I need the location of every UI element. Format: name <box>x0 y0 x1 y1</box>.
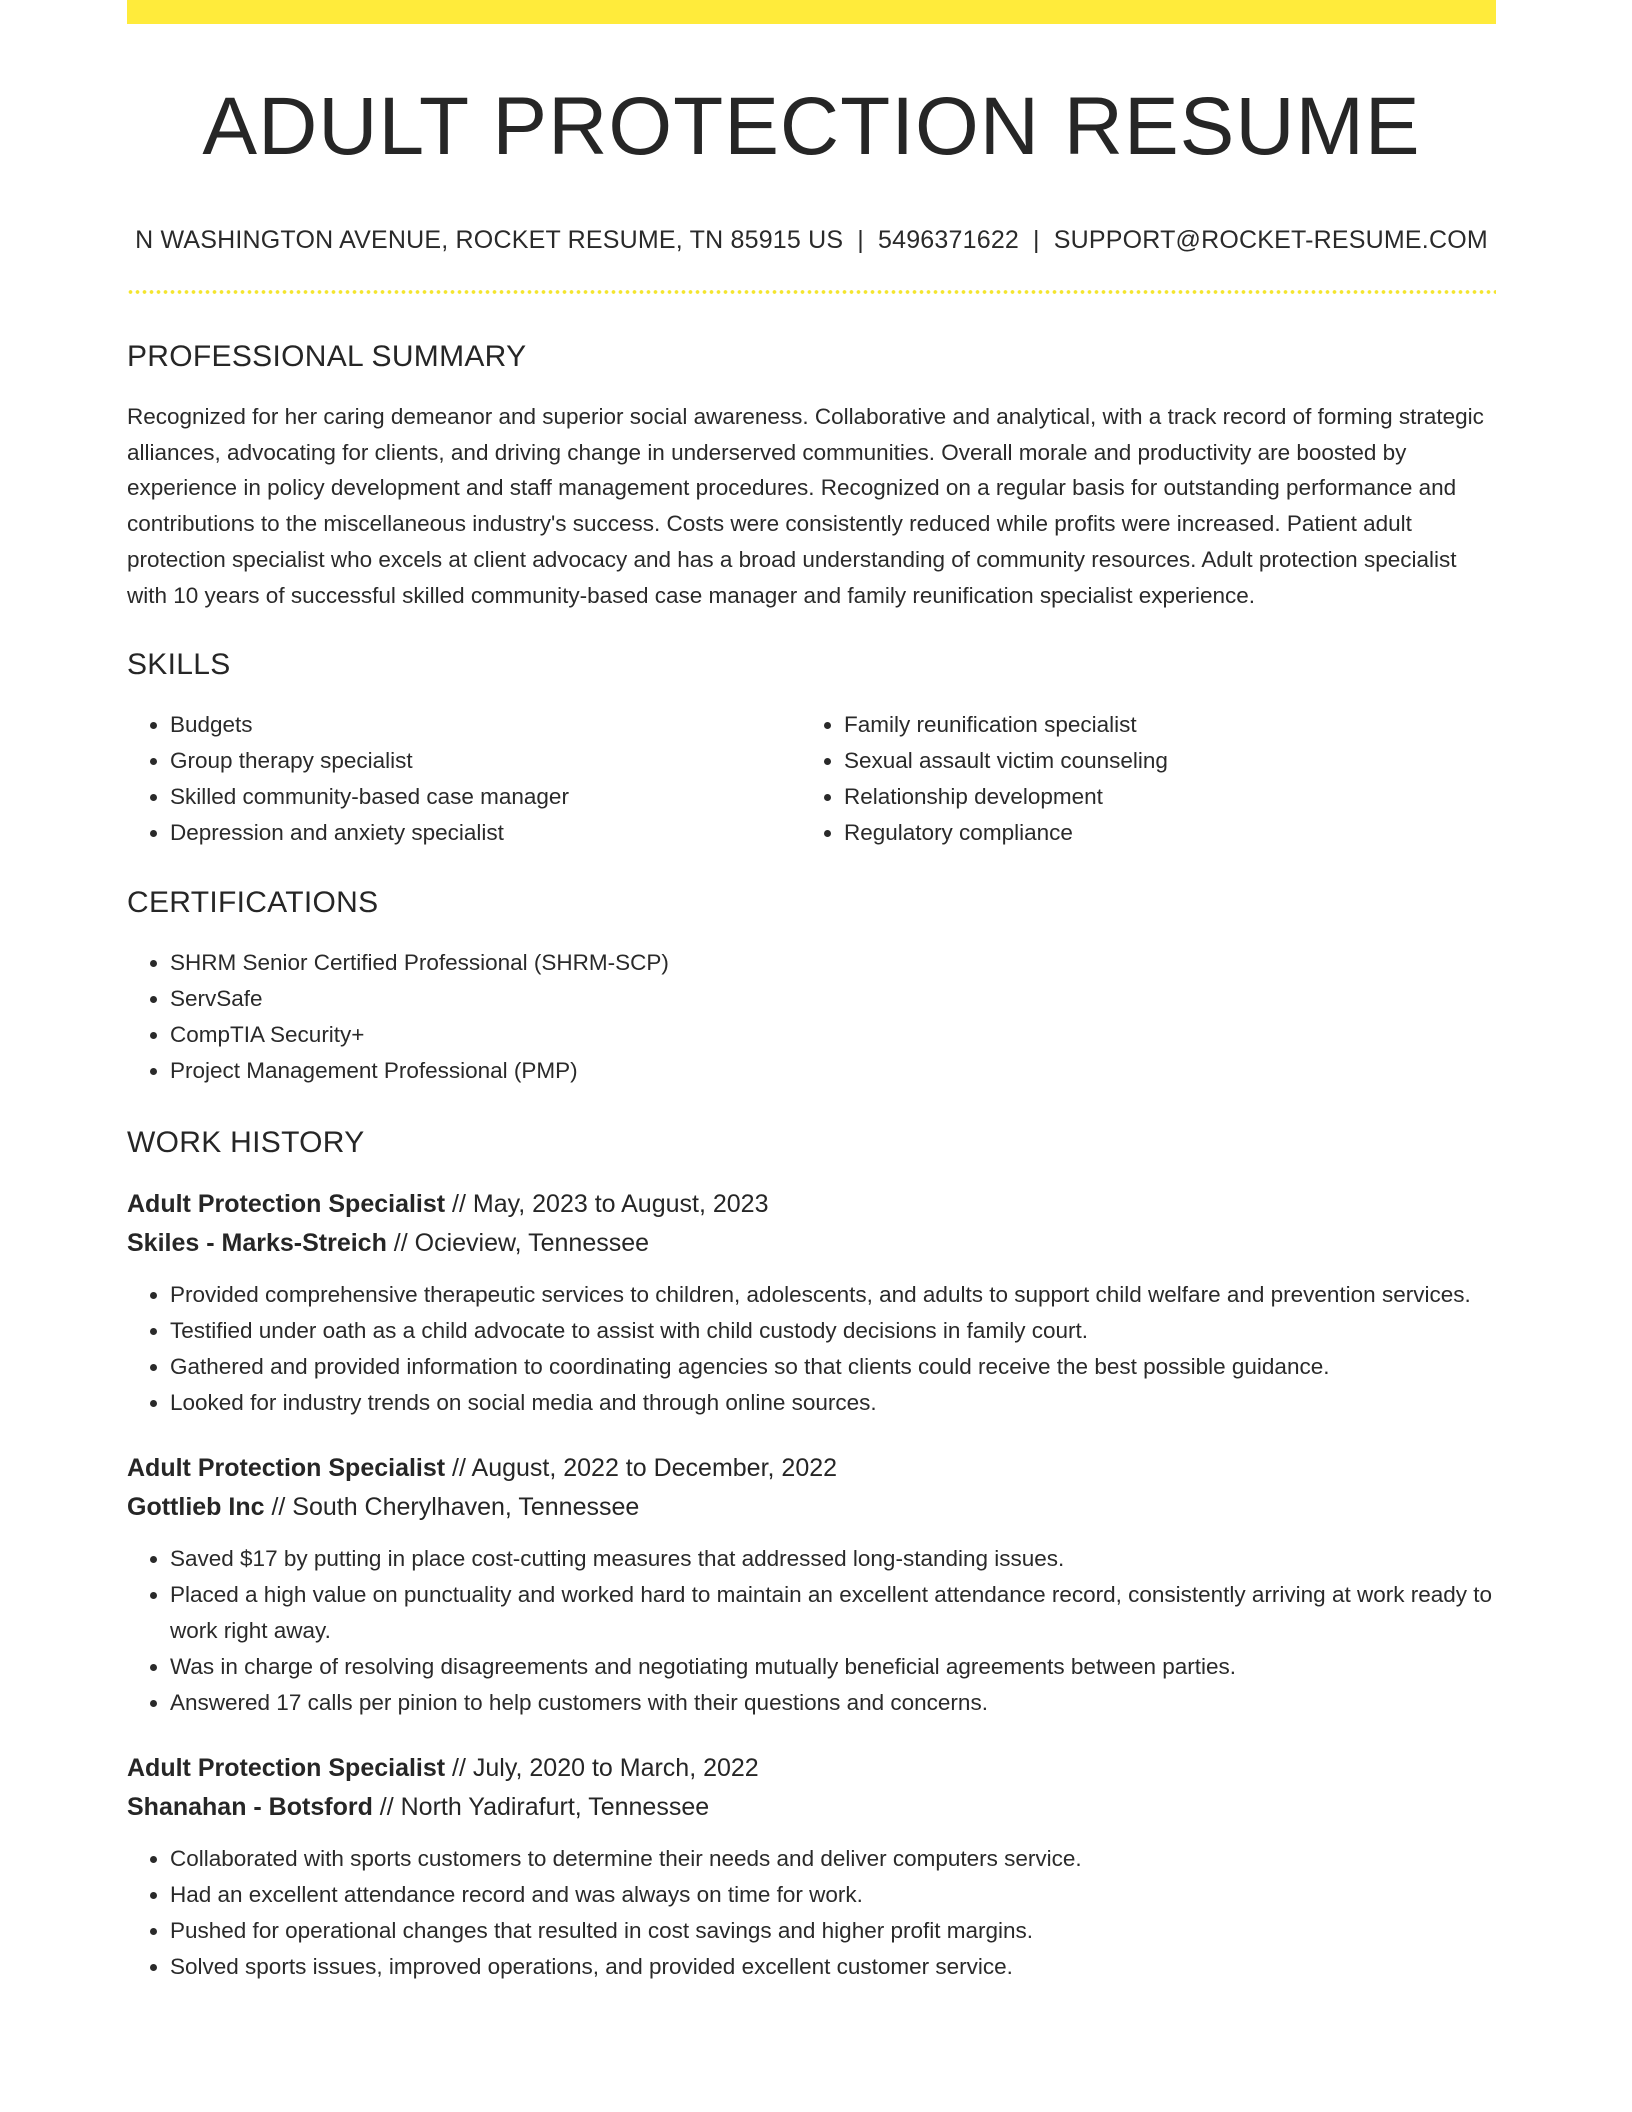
job-role: Adult Protection Specialist <box>127 1754 446 1783</box>
contact-phone: 5496371622 <box>878 226 1020 254</box>
job-location: // North Yadirafurt, Tennessee <box>372 1793 710 1822</box>
job-duty: • Testified under oath as a child advocate to assist with child custody decisions in family court. <box>170 1313 1496 1349</box>
job-role-line <box>127 1449 1496 1488</box>
job-duty: • Collaborated with sports customers to determine their needs and deliver computers service. <box>170 1841 1496 1877</box>
job-duty: • Saved $17 by putting in place cost-cutting measures that addressed long-standing issues. <box>170 1541 1496 1577</box>
job-duty: • Provided comprehensive therapeutic services to children, adolescents, and adults to support child welfare and prevention services. <box>170 1277 1496 1313</box>
certifications-heading: CERTIFICATIONS <box>127 886 379 920</box>
certification-item: • Project Management Professional (PMP) <box>170 1053 1496 1089</box>
skills-heading: SKILLS <box>127 648 231 682</box>
job-company: Skiles - Marks-Streich <box>127 1229 387 1258</box>
skill-item: • Relationship development <box>844 779 1475 815</box>
summary-text: Recognized for her caring demeanor and superior social awareness. Collaborative and analytical, with a track record of forming strategic alliances, advocating for clients, and driving change in underserved communities. Overall morale and productivity are boosted by experience in policy development and staff management procedures. Recognized on a regular basis for outstanding performance and contributions to the miscellaneous industry's success. Costs were consistently reduced while profits were increased. Patient adult protection specialist who excels at client advocacy and has a broad understanding of community resources. Adult protection specialist with 10 years of successful skilled community-based case manager and family reunification specialist experience. <box>127 404 1484 608</box>
contact-separator: | <box>857 226 864 254</box>
skill-item: • Family reunification specialist <box>844 707 1475 743</box>
top-accent-bar <box>127 0 1496 24</box>
job-duty: • Had an excellent attendance record and was always on time for work. <box>170 1877 1496 1913</box>
job-entry <box>127 1185 1496 1421</box>
job-duties-list <box>127 1841 1496 1985</box>
job-company: Shanahan - Botsford <box>127 1793 373 1822</box>
skills-list-left <box>127 707 801 851</box>
contact-address: N WASHINGTON AVENUE, ROCKET RESUME, TN 85915 US <box>135 226 844 254</box>
job-company-line <box>127 1224 1496 1263</box>
skill-item: • Depression and anxiety specialist <box>170 815 801 851</box>
dotted-divider <box>127 290 1496 294</box>
job-duty: • Placed a high value on punctuality and worked hard to maintain an excellent attendance record, consistently arriving at work ready to work right away. <box>170 1577 1496 1649</box>
job-entry <box>127 1749 1496 1985</box>
contact-line <box>127 228 1496 253</box>
job-dates: // August, 2022 to December, 2022 <box>445 1454 838 1483</box>
job-duty: • Looked for industry trends on social media and through online sources. <box>170 1385 1496 1421</box>
job-role: Adult Protection Specialist <box>127 1190 446 1219</box>
job-duties-list <box>127 1541 1496 1721</box>
job-company: Gottlieb Inc <box>127 1493 265 1522</box>
certification-item: • ServSafe <box>170 981 1496 1017</box>
skill-item: • Group therapy specialist <box>170 743 801 779</box>
job-role: Adult Protection Specialist <box>127 1454 446 1483</box>
skills-list-right <box>801 707 1475 851</box>
skill-item: • Skilled community-based case manager <box>170 779 801 815</box>
job-role-line <box>127 1185 1496 1224</box>
resume-title: ADULT PROTECTION RESUME <box>202 81 1421 172</box>
job-location: // South Cherylhaven, Tennessee <box>264 1493 640 1522</box>
skill-item: • Regulatory compliance <box>844 815 1475 851</box>
job-location: // Ocieview, Tennessee <box>386 1229 650 1258</box>
resume-page <box>127 0 1496 1985</box>
job-entry <box>127 1449 1496 1721</box>
job-duty: • Pushed for operational changes that resulted in cost savings and higher profit margins. <box>170 1913 1496 1949</box>
job-duty: • Gathered and provided information to coordinating agencies so that clients could receive the best possible guidance. <box>170 1349 1496 1385</box>
job-duty: • Was in charge of resolving disagreements and negotiating mutually beneficial agreements between parties. <box>170 1649 1496 1685</box>
job-company-line <box>127 1788 1496 1827</box>
job-dates: // July, 2020 to March, 2022 <box>445 1754 759 1783</box>
contact-email: SUPPORT@ROCKET-RESUME.COM <box>1053 226 1488 254</box>
job-role-line <box>127 1749 1496 1788</box>
job-duty: • Answered 17 calls per pinion to help customers with their questions and concerns. <box>170 1685 1496 1721</box>
summary-heading: PROFESSIONAL SUMMARY <box>127 340 527 373</box>
contact-separator: | <box>1033 226 1040 254</box>
job-duties-list <box>127 1277 1496 1421</box>
job-dates: // May, 2023 to August, 2023 <box>445 1190 769 1219</box>
certifications-list <box>127 945 1496 1089</box>
skill-item: • Budgets <box>170 707 801 743</box>
skills-grid <box>127 707 1496 851</box>
job-company-line <box>127 1488 1496 1527</box>
skill-item: • Sexual assault victim counseling <box>844 743 1475 779</box>
certification-item: • CompTIA Security+ <box>170 1017 1496 1053</box>
work-history-heading: WORK HISTORY <box>127 1126 365 1160</box>
job-duty: • Solved sports issues, improved operations, and provided excellent customer service. <box>170 1949 1496 1985</box>
certification-item: • SHRM Senior Certified Professional (SHRM-SCP) <box>170 945 1496 981</box>
